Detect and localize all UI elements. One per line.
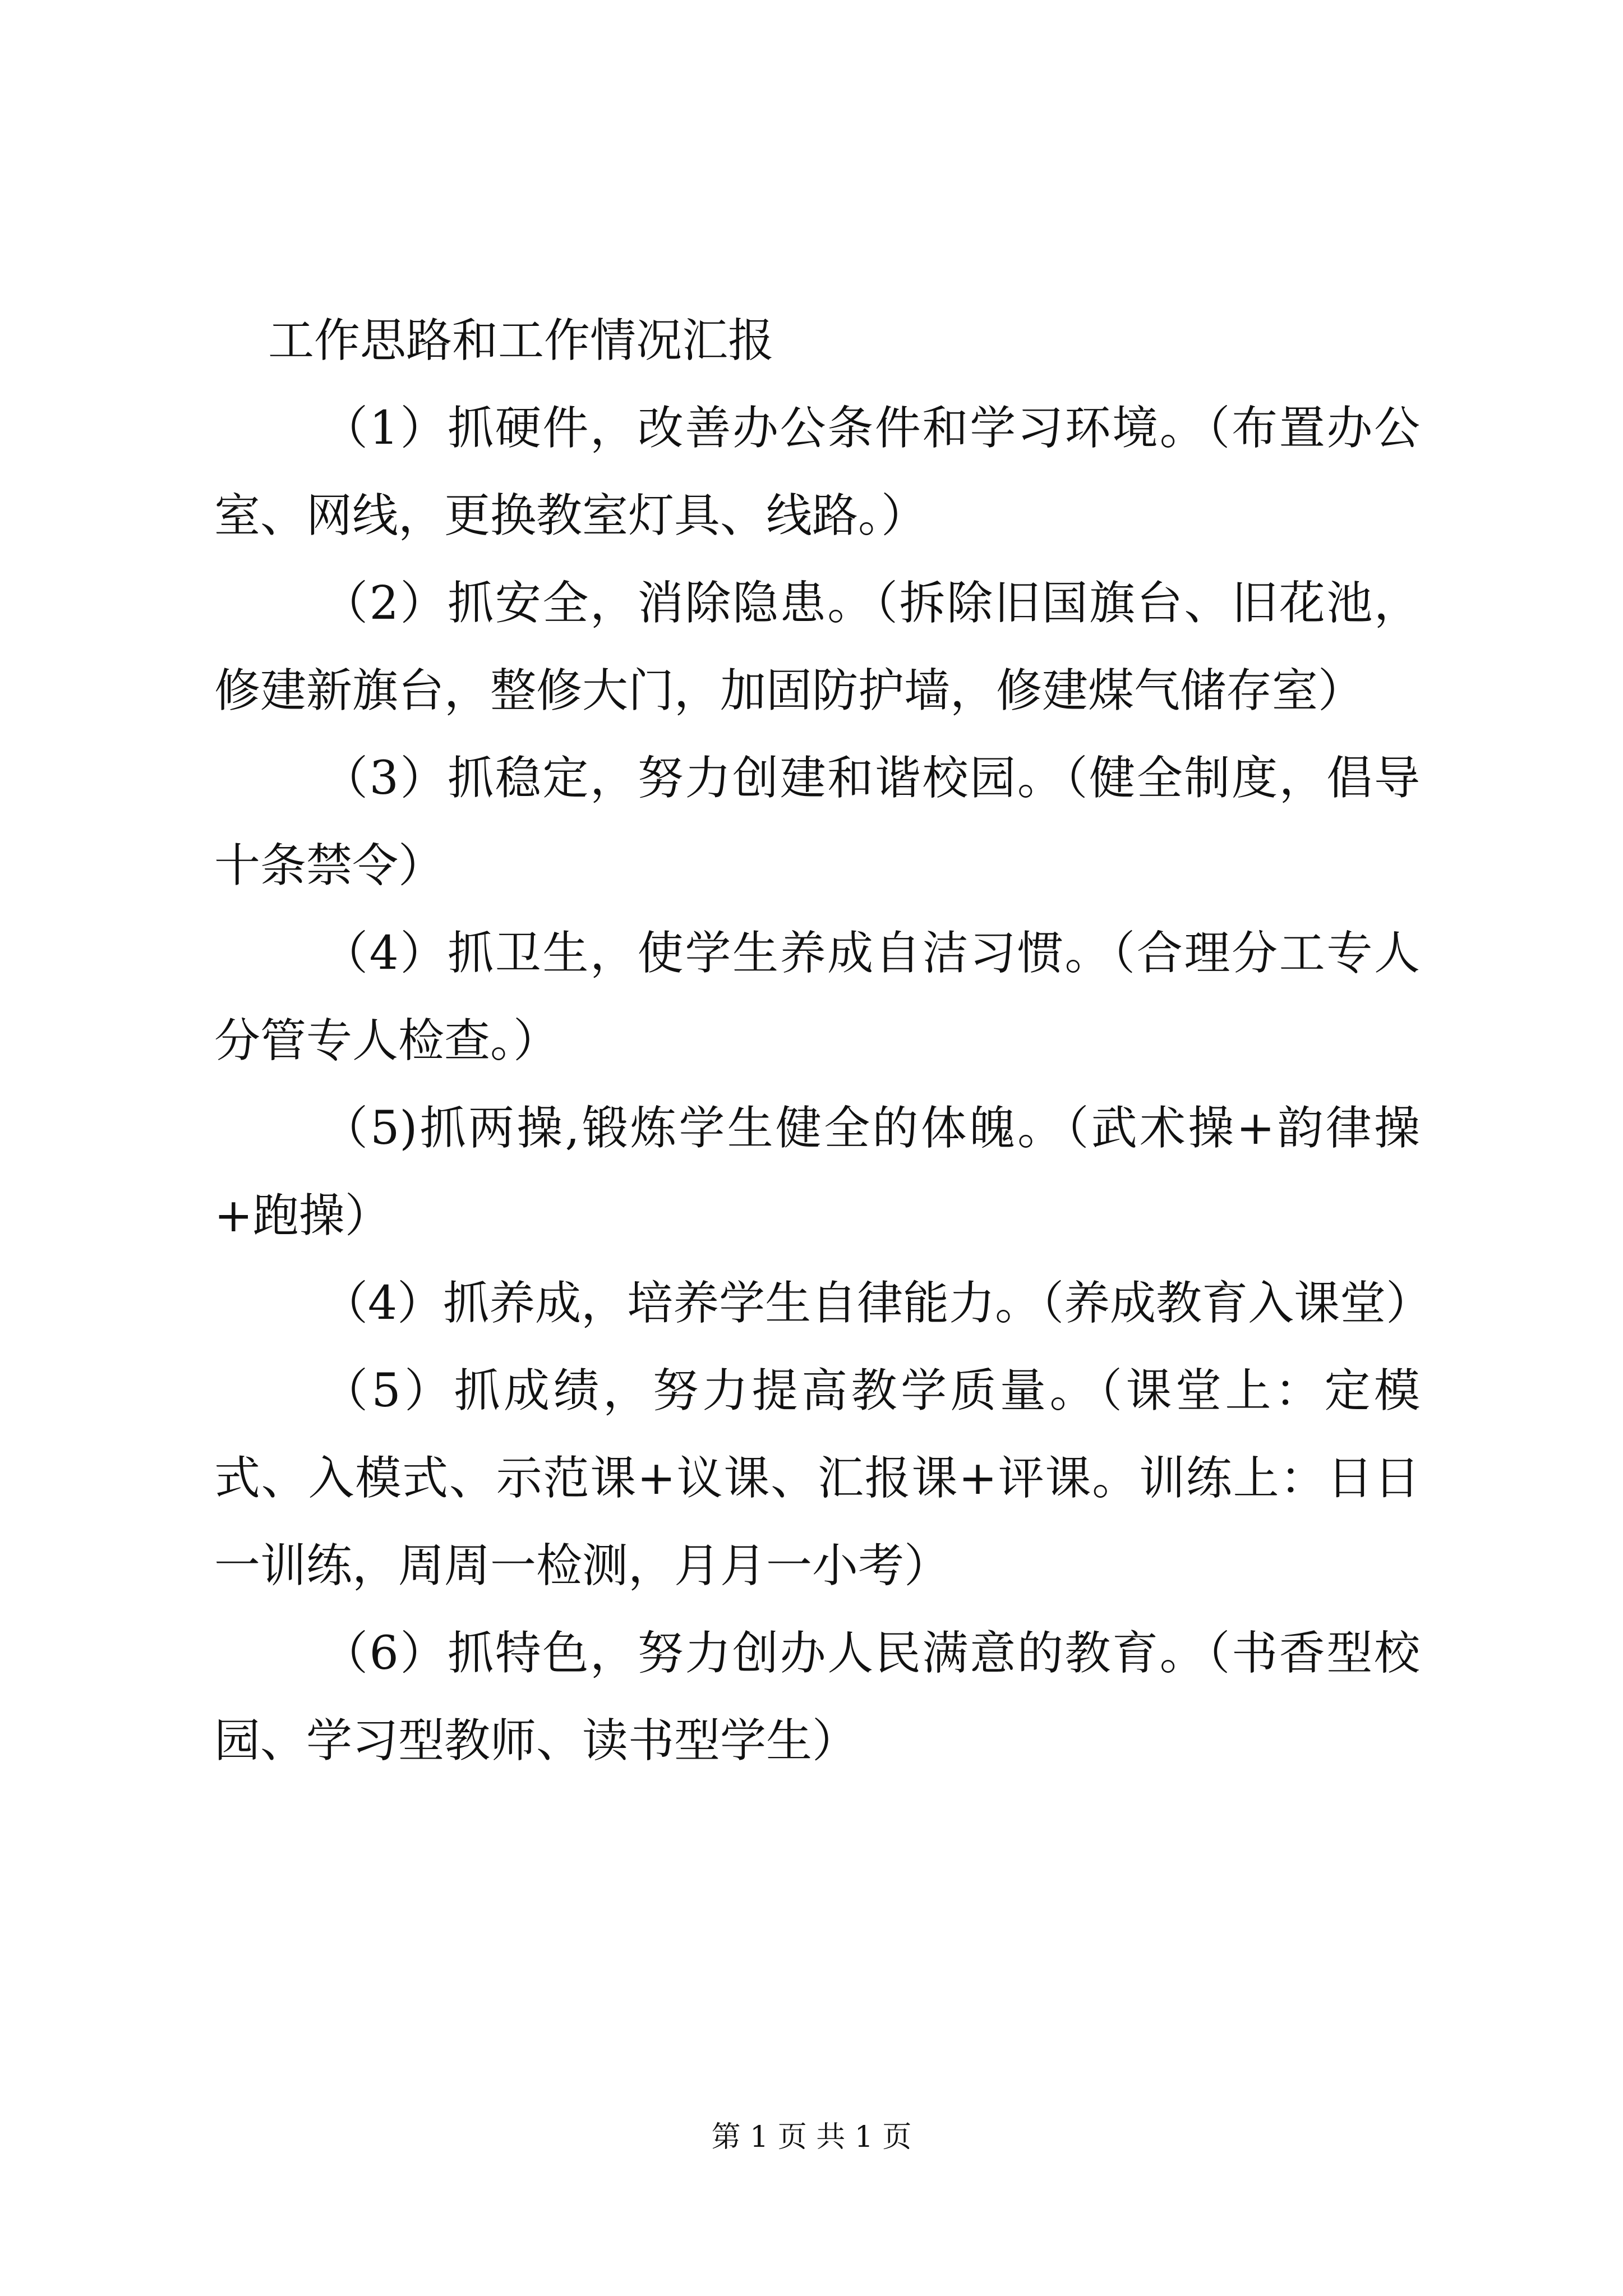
document-body [214,297,1432,1785]
document-title: 工作思路和工作情况汇报 [268,314,774,367]
paragraph-exercises: （5)抓两操,锻炼学生健全的体魄。（武术操+韵律操+跑操） [214,1102,1420,1243]
paragraph-habits: （4）抓养成，培养学生自律能力。（养成教育入课堂） [322,1277,1432,1330]
paragraph-safety: （2）抓安全，消除隐患。（拆除旧国旗台、旧花池，修建新旗台，整修大门，加固防护墙，修建煤气储存室） [214,577,1420,717]
paragraph-grades: （5）抓成绩，努力提高教学质量。（课堂上：定模式、入模式、示范课+议课、汇报课+评课。训练上：日日一训练，周周一检测，月月一小考） [214,1364,1420,1593]
paragraph-hardware: （1）抓硬件，改善办公条件和学习环境。（布置办公室、网线，更换教室灯具、线路。） [214,402,1420,542]
paragraph-stability: （3）抓稳定，努力创建和谐校园。（健全制度，倡导十条禁令） [214,752,1420,892]
paragraph-hygiene: （4）抓卫生，使学生养成自洁习惯。（合理分工专人分管专人检查。） [214,927,1420,1068]
page-number-footer: 第 1 页 共 1 页 [711,2120,912,2154]
paragraph-features: （6）抓特色，努力创办人民满意的教育。（书香型校园、学习型教师、读书型学生） [214,1627,1420,1768]
